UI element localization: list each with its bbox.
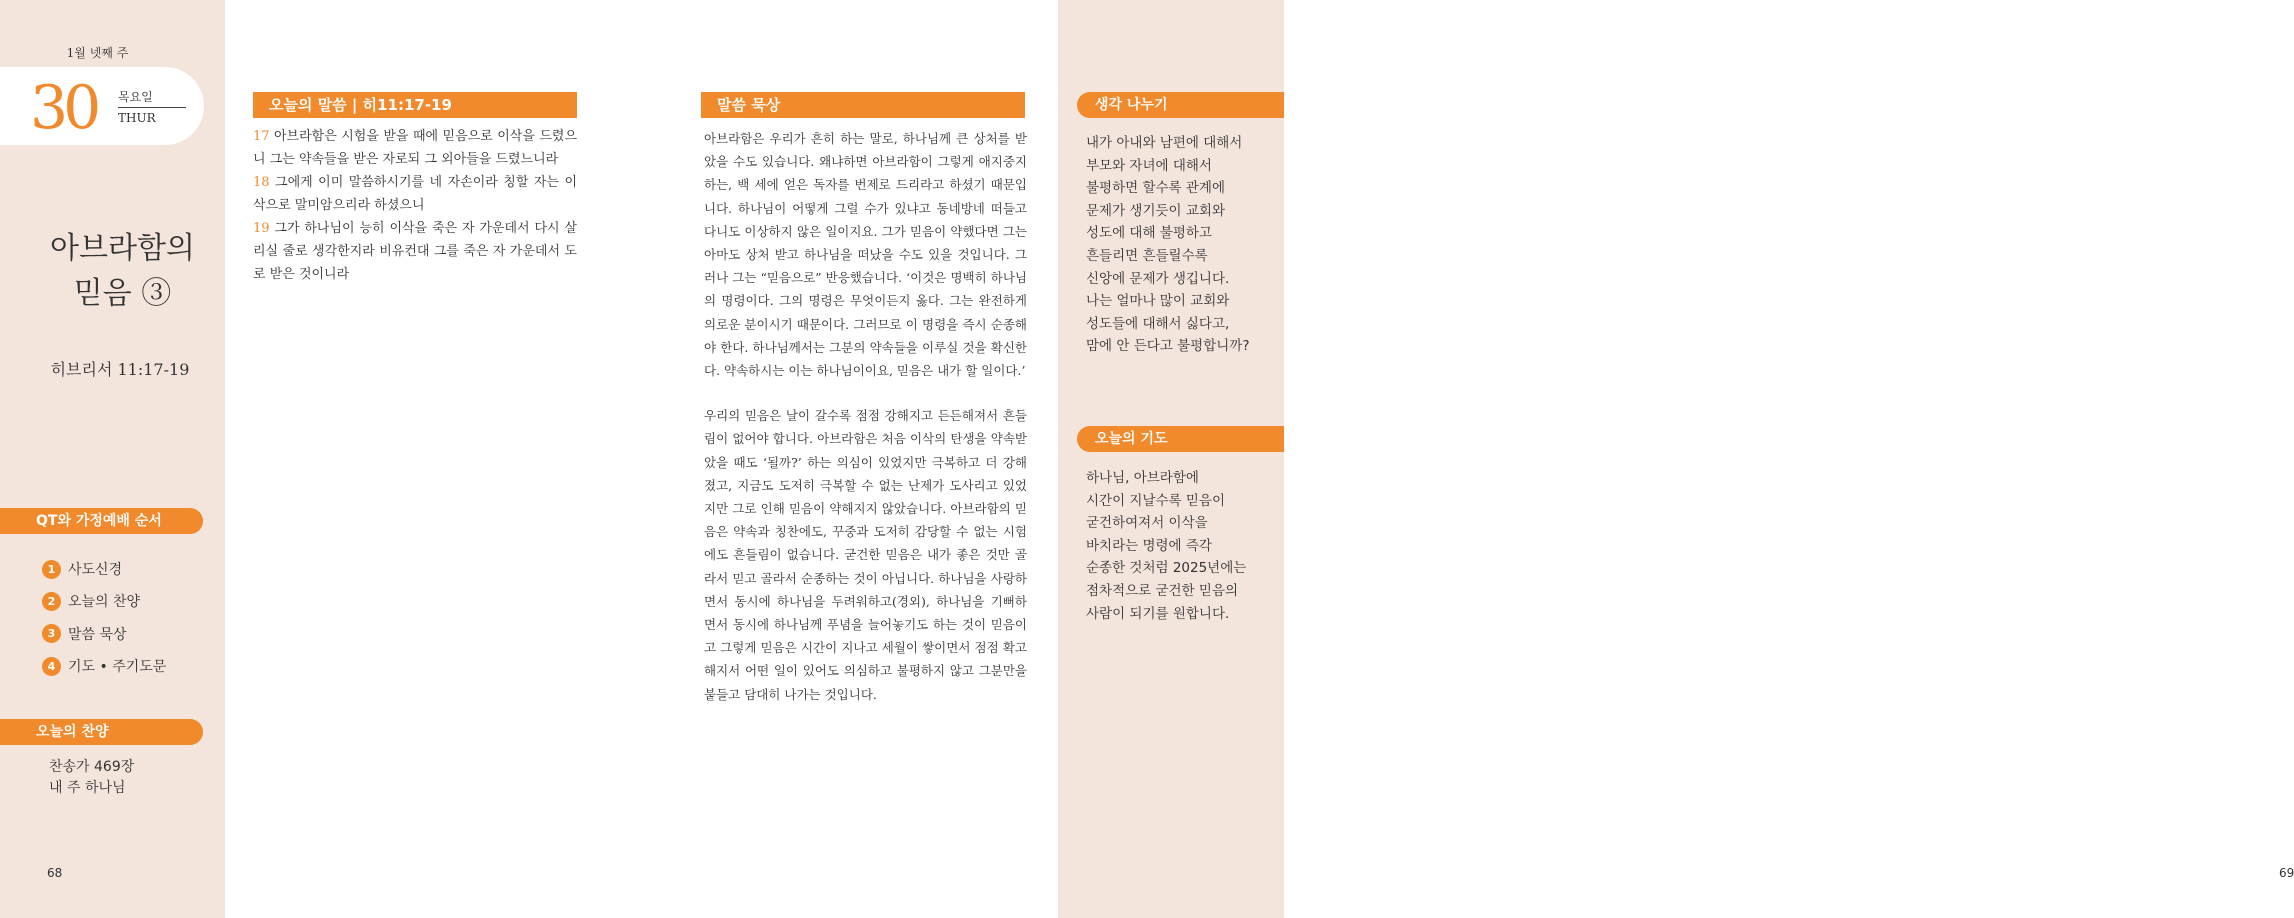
day-english: THUR [118,111,156,125]
share-heading: 생각 나누기 [1077,92,1284,118]
verse [253,217,577,286]
order-item [42,618,166,650]
order-item-label: 사도신경 [68,562,123,579]
meditation-paragraph: 우리의 믿음은 날이 갈수록 점점 강해지고 든든해져서 흔들림이 없어야 합니다. 아브라함은 처음 이삭의 탄생을 약속받았을 때도 ‘될까?’ 하는 의심이 있었지만 극복하고 더 강해졌고, 지금도 도저히 극복할 수 없는 난제가 도사리고 있었지만 그로 인해 믿음이 약해지지 않았습니다. 아브라함의 믿음은 약속과 칭찬에도, 꾸중과 도저히 감당할 수 없는 시험에도 흔들림이 없습니다. 굳건한 믿음은 내가 좋은 것만 골라서 믿고 골라서 순종하는 것이 아닙니다. 하나님을 사랑하면서 동시에 하나님을 두려워하고(경외), 하나님을 기뻐하면서 동시에 하나님께 푸념을 늘어놓기도 하는 것이 믿음이고 그렇게 믿음은 시간이 지나고 세월이 쌓이면서 점점 확고해지서 어떤 일이 있어도 의심하고 불평하지 않고 그분만을 붙들고 담대히 나가는 것입니다. [704,408,1027,702]
prayer-line: 굳건하여져서 이삭을 [1086,515,1208,532]
meditation-paragraph: 아브라함은 우리가 흔히 하는 말로, 하나님께 큰 상처를 받았을 수도 있습니다. 왜냐하면 아브라함이 그렇게 애지중지하는, 백 세에 얻은 독자를 번제로 드리라고 하셨기 때문입니다. 하나님이 어떻게 그럴 수가 있냐고 동네방네 떠들고 다니도 이상하지 않은 일이지요. 그가 믿음이 약했다면 그는 아마도 상처 받고 하나님을 떠났을 수도 있을 것입니다. 그러나 그는 “믿음으로” 반응했습니다. ‘이것은 명백히 하나님의 명령이다. 그의 명령은 무엇이든지 옳다. 그는 완전하게 의로운 분이시기 때문이다. 그러므로 이 명령을 즉시 순종해야 한다. 하나님께서는 그분의 약속들을 이루실 것을 확신한다. 약속하시는 이는 하나님이이요, 믿음은 내가 할 일이다.’ [704,131,1027,379]
share-line: 성도들에 대해서 싫다고, [1086,315,1230,332]
share-line: 불평하면 할수록 관계에 [1086,180,1225,197]
prayer-line: 하나님, 아브라함에 [1086,470,1199,486]
left-sidebar [0,0,225,918]
hymn-info [49,757,134,799]
page-number-right: 69 [2279,866,2294,880]
verse-text: 그가 하나님이 능히 이삭을 죽은 자 가운데서 다시 살리실 줄로 생각한지라 비유컨대 그를 죽은 자 가운데서 도로 받은 것이니라 [253,221,577,282]
prayer-line: 순종한 것처럼 2025년에는 [1086,560,1247,577]
share-line: 나는 얼마나 많이 교회와 [1086,293,1230,310]
order-item [42,553,166,585]
page-number-left: 68 [47,866,63,880]
prayer-text [1086,467,1276,625]
week-label: 1월 넷째 주 [66,46,129,60]
title-line: 믿음 ③ [73,276,172,311]
order-item-label: 말씀 묵상 [68,626,127,643]
hymn-heading: 오늘의 찬양 [0,719,203,745]
share-text [1086,132,1276,358]
verse [253,171,577,217]
meditation-body [704,127,1027,706]
order-item-label: 오늘의 찬양 [68,594,141,611]
verse-text: 아브라함은 시험을 받을 때에 믿음으로 이삭을 드렸으니 그는 약속들을 받은 자로되 그 외아들을 드렸느니라 [253,129,577,167]
order-item-label: 기도 • 주기도문 [68,659,167,676]
date-number: 30 [30,73,97,143]
verse-number: 19 [253,221,270,236]
share-line: 흔들리면 흔들릴수록 [1086,247,1208,264]
page-title [0,226,245,316]
verse-number: 17 [253,129,270,144]
share-line: 부모와 자녀에 대해서 [1086,157,1212,174]
verse-number: 18 [253,175,270,190]
date-divider [118,107,186,108]
prayer-line: 바치라는 명령에 즉각 [1086,537,1212,554]
order-heading: QT와 가정예배 순서 [0,508,203,534]
scripture-reference: 히브리서 11:17-19 [50,360,190,379]
verse-text: 그에게 이미 말씀하시기를 네 자손이라 칭할 자는 이삭으로 말미암으리라 하셨으니 [253,175,577,213]
share-line: 맘에 안 든다고 불평합니까? [1086,338,1250,355]
bible-verses [253,125,577,286]
share-line: 성도에 대해 불평하고 [1086,225,1212,242]
share-line: 문제가 생기듯이 교회와 [1086,202,1225,219]
prayer-line: 사람이 되기를 원합니다. [1086,605,1230,622]
title-line: 아브라함의 [50,231,195,266]
order-list [42,553,166,682]
share-line: 내가 아내와 남편에 대해서 [1086,135,1243,151]
prayer-line: 시간이 지날수록 믿음이 [1086,492,1225,509]
verse [253,125,577,171]
order-item [42,650,166,682]
meditation-heading: 말씀 묵상 [701,92,1025,118]
hymn-number: 찬송가 469장 [49,759,135,775]
hymn-title: 내 주 하나님 [49,780,126,796]
prayer-line: 점차적으로 굳건한 믿음의 [1086,582,1239,599]
number-badge: 3 [42,624,61,643]
share-line: 신앙에 문제가 생깁니다. [1086,270,1230,287]
order-item [42,585,166,617]
number-badge: 2 [42,592,61,611]
prayer-heading: 오늘의 기도 [1077,426,1284,452]
number-badge: 1 [42,560,61,579]
number-badge: 4 [42,657,61,676]
word-heading: 오늘의 말씀 | 히11:17-19 [253,92,577,118]
day-korean: 목요일 [118,90,153,104]
